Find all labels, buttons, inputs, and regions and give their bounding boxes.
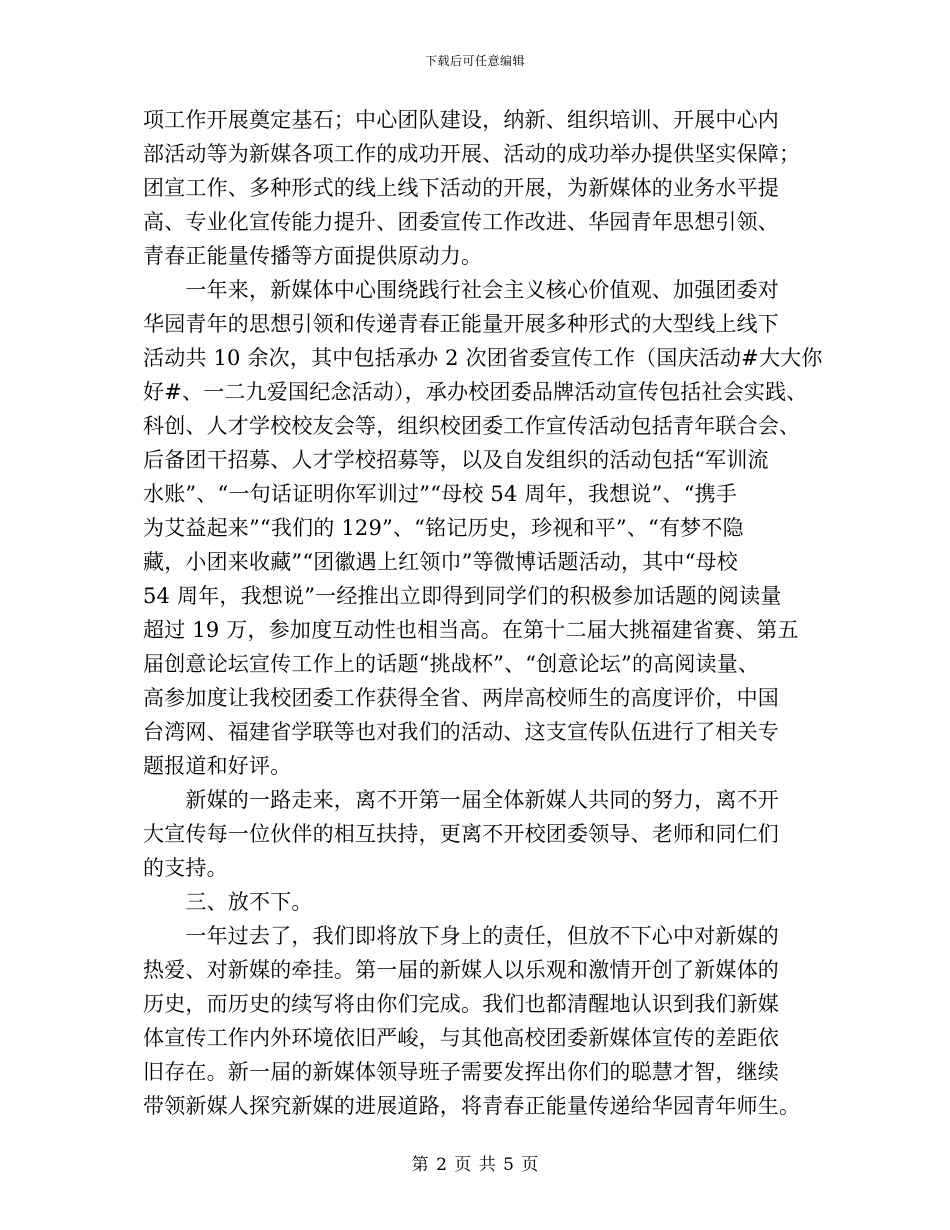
text-line: 青春正能量传播等方面提供原动力。 — [143, 244, 483, 268]
text-line: 的支持。 — [143, 856, 228, 880]
text-line: 科创、人才学校校友会等，组织校团委工作宣传活动包括青年联合会、 — [143, 414, 801, 438]
text-line: 带领新媒人探究新媒的进展道路，将青春正能量传递给华园青年师生。 — [143, 1094, 801, 1118]
text-line: 热爱、对新媒的牵挂。第一届的新媒人以乐观和激情开创了新媒体的 — [143, 958, 779, 982]
text-line: 一年过去了，我们即将放下身上的责任，但放不下心中对新媒的 — [143, 924, 779, 948]
text-line: 超过 19 万，参加度互动性也相当高。在第十二届大挑福建省赛、第五 — [143, 618, 799, 642]
text-line: 高、专业化宣传能力提升、团委宣传工作改进、华园青年思想引领、 — [143, 210, 779, 234]
text-line: 历史，而历史的续写将由你们完成。我们也都清醒地认识到我们新媒 — [143, 992, 779, 1016]
text-line: 部活动等为新媒各项工作的成功开展、活动的成功举办提供坚实保障； — [143, 142, 801, 166]
text-line: 题报道和好评。 — [143, 754, 292, 778]
text-line: 高参加度让我校团委工作获得全省、两岸高校师生的高度评价，中国 — [143, 686, 779, 710]
page-footer: 第 2 页 共 5 页 — [411, 1155, 539, 1175]
text-line: 水账”、“一句话证明你军训过”“母校 54 周年，我想说”、“携手 — [143, 482, 738, 506]
text-line: 好#、一二九爱国纪念活动），承办校团委品牌活动宣传包括社会实践、 — [143, 380, 808, 404]
document-body — [143, 103, 823, 1123]
text-line: 为艾益起来”“我们的 129”、“铭记历史，珍视和平”、“有梦不隐 — [143, 516, 744, 540]
text-line: 新媒的一路走来，离不开第一届全体新媒人共同的努力，离不开 — [143, 788, 779, 812]
text-line: 旧存在。新一届的新媒体领导班子需要发挥出你们的聪慧才智，继续 — [143, 1060, 779, 1084]
text-line: 体宣传工作内外环境依旧严峻，与其他高校团委新媒体宣传的差距依 — [143, 1026, 779, 1050]
page-header: 下载后可任意编辑 — [424, 54, 525, 68]
text-line: 一年来，新媒体中心围绕践行社会主义核心价值观、加强团委对 — [143, 278, 779, 302]
text-line: 藏，小团来收藏”“团徽遇上红领巾”等微博话题活动，其中“母校 — [143, 550, 738, 574]
text-line: 大宣传每一位伙伴的相互扶持，更离不开校团委领导、老师和同仁们 — [143, 822, 779, 846]
section-heading: 三、放不下。 — [143, 890, 313, 914]
text-line: 台湾网、福建省学联等也对我们的活动、这支宣传队伍进行了相关专 — [143, 720, 779, 744]
text-line: 54 周年，我想说”一经推出立即得到同学们的积极参加话题的阅读量 — [143, 584, 782, 608]
text-line: 华园青年的思想引领和传递青春正能量开展多种形式的大型线上线下 — [143, 312, 779, 336]
text-line: 后备团干招募、人才学校招募等，以及自发组织的活动包括“军训流 — [143, 448, 769, 472]
text-line: 项工作开展奠定基石；中心团队建设，纳新、组织培训、开展中心内 — [143, 108, 779, 132]
text-line: 团宣工作、多种形式的线上线下活动的开展，为新媒体的业务水平提 — [143, 176, 779, 200]
text-line: 届创意论坛宣传工作上的话题“挑战杯”、“创意论坛”的高阅读量、 — [143, 652, 760, 676]
text-line: 活动共 10 余次，其中包括承办 2 次团省委宣传工作（国庆活动#大大你 — [143, 346, 823, 370]
